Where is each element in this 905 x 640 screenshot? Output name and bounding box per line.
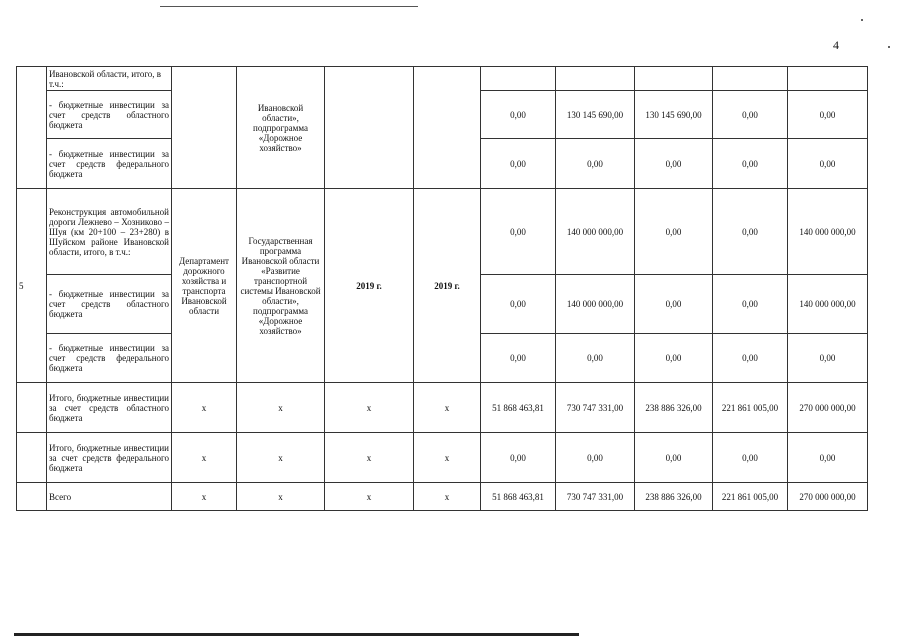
value-cell: 0,00 [635, 189, 713, 275]
value-cell: 0,00 [713, 275, 788, 334]
value-cell: 0,00 [481, 275, 556, 334]
department-cell: Департамент дорожного хозяйства и транспорта Ивановской области [172, 189, 237, 383]
row-number-cell [17, 483, 47, 511]
x-cell: x [414, 483, 481, 511]
x-cell: x [237, 433, 325, 483]
value-cell: 0,00 [788, 139, 868, 189]
value-cell: 51 868 463,81 [481, 483, 556, 511]
scan-line-bottom [14, 633, 579, 636]
value-cell: 270 000 000,00 [788, 383, 868, 433]
value-cell: 140 000 000,00 [556, 189, 635, 275]
row-number-cell [17, 433, 47, 483]
page-number: 4 [833, 38, 839, 52]
x-cell: x [325, 483, 414, 511]
x-cell: x [172, 433, 237, 483]
value-cell: 0,00 [556, 139, 635, 189]
row-label: - бюджетные инвестиции за счет средств федерального бюджета [47, 139, 172, 189]
row-label: - бюджетные инвестиции за счет средств областного бюджета [47, 275, 172, 334]
value-cell: 0,00 [481, 91, 556, 139]
value-cell: 0,00 [788, 433, 868, 483]
value-cell: 238 886 326,00 [635, 483, 713, 511]
row-number-cell [17, 67, 47, 189]
end-year-cell [414, 67, 481, 189]
table-row [17, 483, 868, 511]
row-number-cell: 5 [17, 189, 47, 383]
x-cell: x [172, 483, 237, 511]
value-cell: 730 747 331,00 [556, 483, 635, 511]
start-year-cell: 2019 г. [325, 189, 414, 383]
value-cell: 0,00 [481, 433, 556, 483]
value-cell: 0,00 [788, 334, 868, 383]
value-cell: 0,00 [713, 139, 788, 189]
row-label: Итого, бюджетные инвестиции за счет средств федерального бюджета [47, 433, 172, 483]
value-cell: 0,00 [481, 334, 556, 383]
value-cell: 221 861 005,00 [713, 483, 788, 511]
scan-speck [888, 46, 890, 48]
value-cell: 0,00 [713, 433, 788, 483]
department-cell [172, 67, 237, 189]
program-cell: Ивановской области», подпрограмма «Дорожное хозяйство» [237, 67, 325, 189]
table-row [17, 189, 868, 275]
row-label: Итого, бюджетные инвестиции за счет средств областного бюджета [47, 383, 172, 433]
program-cell: Государственная программа Ивановской области «Развитие транспортной системы Ивановской области», подпрограмма «Дорожное хозяйство» [237, 189, 325, 383]
table-row [17, 67, 868, 91]
scan-line-top [160, 6, 418, 7]
row-label: - бюджетные инвестиции за счет средств федерального бюджета [47, 334, 172, 383]
value-cell: 0,00 [556, 334, 635, 383]
value-cell: 140 000 000,00 [788, 275, 868, 334]
table-row [17, 383, 868, 433]
x-cell: x [414, 383, 481, 433]
x-cell: x [237, 483, 325, 511]
value-cell: 130 145 690,00 [635, 91, 713, 139]
scan-speck [861, 19, 863, 21]
start-year-cell [325, 67, 414, 189]
x-cell: x [172, 383, 237, 433]
value-cell: 221 861 005,00 [713, 383, 788, 433]
x-cell: x [237, 383, 325, 433]
end-year-cell: 2019 г. [414, 189, 481, 383]
investment-table [16, 66, 868, 511]
value-cell: 0,00 [788, 91, 868, 139]
value-cell: 140 000 000,00 [556, 275, 635, 334]
table-row [17, 433, 868, 483]
x-cell: x [325, 383, 414, 433]
value-cell: 0,00 [481, 139, 556, 189]
value-cell: 0,00 [635, 139, 713, 189]
value-cell: 130 145 690,00 [556, 91, 635, 139]
row-label: Ивановской области, итого, в т.ч.: [47, 67, 172, 91]
value-cell: 730 747 331,00 [556, 383, 635, 433]
value-cell: 0,00 [713, 189, 788, 275]
x-cell: x [414, 433, 481, 483]
value-cell: 0,00 [713, 334, 788, 383]
row-label: Реконструкция автомобильной дороги Лежнево – Хозниково – Шуя (км 20+100 – 23+280) в Шуйском районе Ивановской области, итого, в т.ч.: [47, 189, 172, 275]
value-cell: 0,00 [481, 189, 556, 275]
value-cell: 0,00 [556, 433, 635, 483]
value-cell: 140 000 000,00 [788, 189, 868, 275]
row-number-cell [17, 383, 47, 433]
row-label: Всего [47, 483, 172, 511]
value-cell: 270 000 000,00 [788, 483, 868, 511]
x-cell: x [325, 433, 414, 483]
value-cell: 238 886 326,00 [635, 383, 713, 433]
value-cell: 0,00 [635, 433, 713, 483]
value-cell: 51 868 463,81 [481, 383, 556, 433]
value-cell: 0,00 [635, 334, 713, 383]
row-label: - бюджетные инвестиции за счет средств областного бюджета [47, 91, 172, 139]
value-cell: 0,00 [635, 275, 713, 334]
value-cell: 0,00 [713, 91, 788, 139]
